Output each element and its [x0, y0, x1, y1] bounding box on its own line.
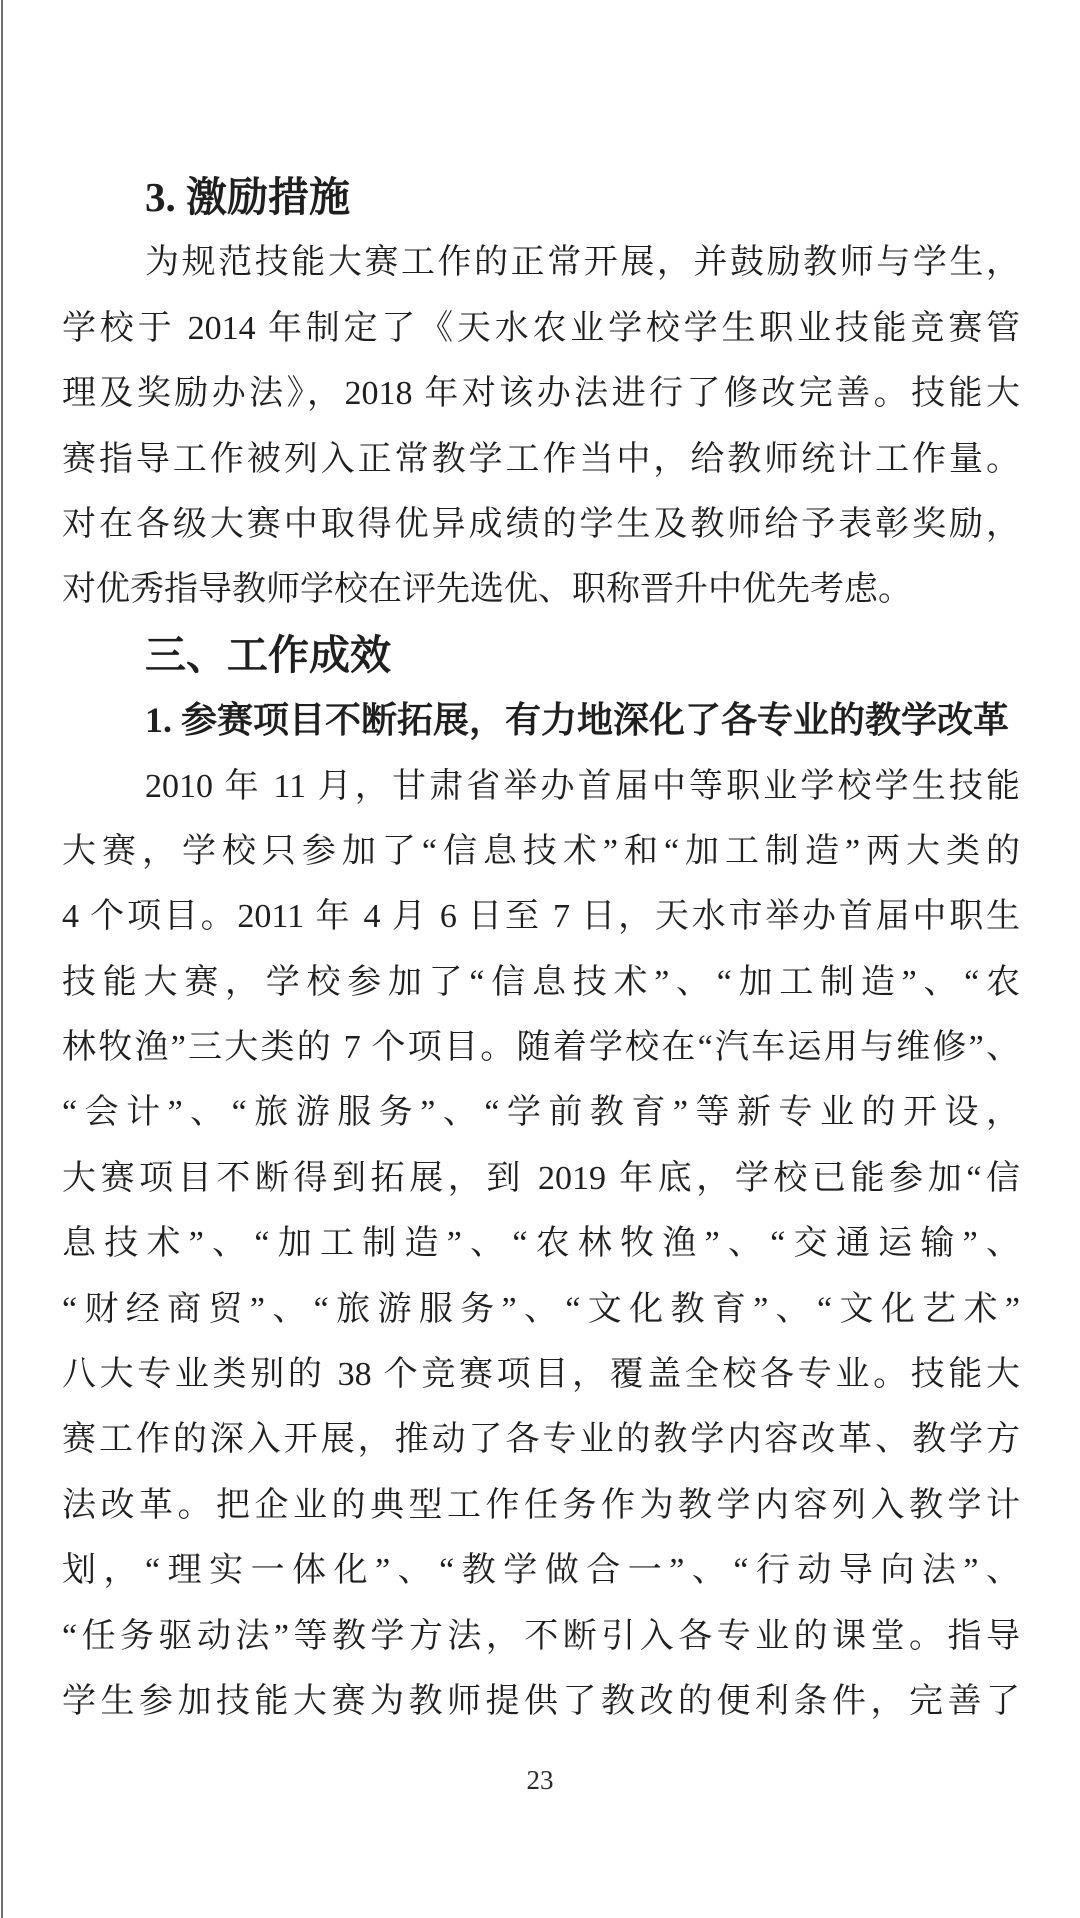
heading-line: 三、工作成效 — [145, 631, 391, 678]
text-line: “财经商贸”、“旅游服务”、“文化教育”、“文化艺术” — [62, 1290, 1020, 1328]
heading-line: 1. 参赛项目不断拓展，有力地深化了各专业的教学改革 — [145, 700, 1010, 741]
text-line: 对优秀指导教师学校在评先选优、职称晋升中优先考虑。 — [62, 571, 912, 609]
text-line: 赛工作的深入开展，推动了各专业的教学内容改革、教学方 — [62, 1421, 1020, 1459]
document-lines — [62, 165, 1020, 1734]
text-line: 学生参加技能大赛为教师提供了教改的便利条件，完善了 — [62, 1682, 1020, 1720]
text-line: “任务驱动法”等教学方法，不断引入各专业的课堂。指导 — [62, 1617, 1020, 1655]
text-line: 林牧渔”三大类的 7 个项目。随着学校在“汽车运用与维修”、 — [62, 1029, 1020, 1067]
heading-line: 3. 激励措施 — [145, 174, 350, 220]
text-line: 赛指导工作被列入正常教学工作当中，给教师统计工作量。 — [62, 440, 1020, 478]
text-line: 划，“理实一体化”、“教学做合一”、“行动导向法”、 — [62, 1552, 1020, 1590]
page-number: 23 — [526, 1765, 554, 1795]
text-line: “会计”、“旅游服务”、“学前教育”等新专业的开设， — [62, 1094, 1020, 1132]
text-line: 八大专业类别的 38 个竞赛项目，覆盖全校各专业。技能大 — [62, 1356, 1020, 1394]
text-line: 为规范技能大赛工作的正常开展，并鼓励教师与学生， — [145, 244, 1020, 282]
page-edge-line — [1, 0, 3, 1918]
text-line: 对在各级大赛中取得优异成绩的学生及教师给予表彰奖励， — [62, 505, 1020, 543]
text-line: 理及奖励办法》，2018 年对该办法进行了修改完善。技能大 — [62, 375, 1020, 413]
text-line: 法改革。把企业的典型工作任务作为教学内容列入教学计 — [62, 1486, 1020, 1524]
text-line: 大赛，学校只参加了“信息技术”和“加工制造”两大类的 — [62, 832, 1020, 870]
text-line: 学校于 2014 年制定了《天水农业学校学生职业技能竞赛管 — [62, 309, 1020, 347]
text-line: 4 个项目。2011 年 4 月 6 日至 7 日，天水市举办首届中职生 — [62, 898, 1020, 936]
text-line: 技能大赛，学校参加了“信息技术”、“加工制造”、“农 — [62, 963, 1020, 1001]
text-line: 息技术”、“加工制造”、“农林牧渔”、“交通运输”、 — [62, 1225, 1020, 1263]
text-line: 2010 年 11 月，甘肃省举办首届中等职业学校学生技能 — [145, 767, 1020, 805]
text-line: 大赛项目不断得到拓展，到 2019 年底，学校已能参加“信 — [62, 1159, 1020, 1197]
